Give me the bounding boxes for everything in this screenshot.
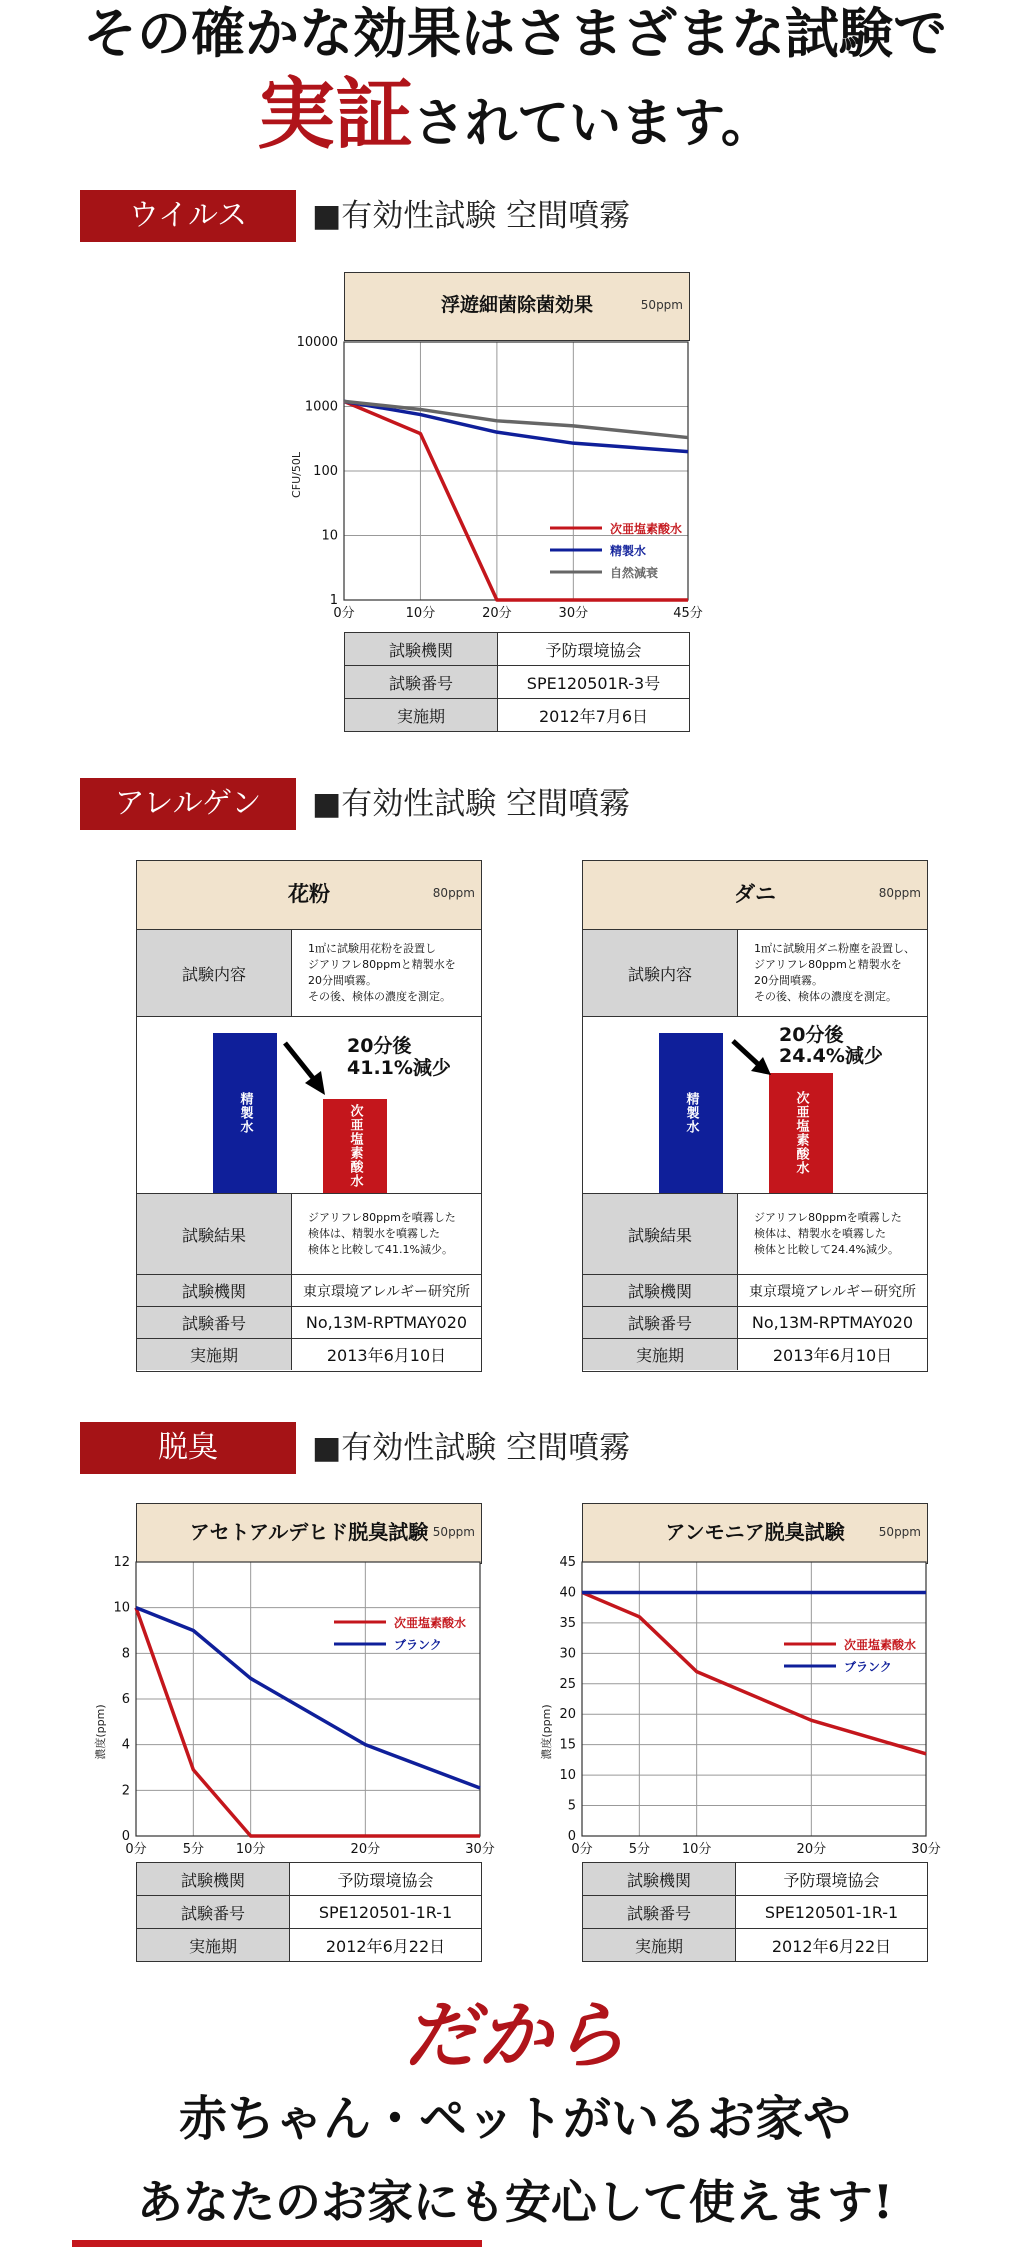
pollen-bar-area — [137, 1017, 481, 1194]
virus-info-key: 試験番号 — [345, 666, 498, 699]
mite-card-title: ダニ — [734, 882, 776, 906]
y-tick-label: 10 — [559, 1768, 576, 1784]
pollen-info-row — [137, 1275, 481, 1307]
ammonia-chart-ppm: 50ppm — [878, 1525, 921, 1539]
y-tick-label: 10000 — [296, 335, 338, 350]
acet-chart — [80, 1554, 500, 1864]
mite-after-label: 20分後 — [779, 1024, 844, 1046]
mite-result-row — [583, 1194, 927, 1275]
mite-bar-purified-label: 精製水 — [683, 1092, 699, 1134]
x-tick-label: 45分 — [673, 606, 703, 621]
y-tick-label: 1 — [329, 593, 338, 608]
acet-info-value: 2012年6月22日 — [290, 1929, 482, 1962]
x-tick-label: 0分 — [333, 606, 355, 621]
ammonia-chart — [526, 1554, 946, 1864]
virus-info-value: 2012年7月6日 — [498, 699, 690, 732]
mite-arrow-icon — [729, 1037, 775, 1079]
pollen-card-ppm: 80ppm — [432, 886, 475, 900]
y-tick-label: 10 — [321, 528, 338, 544]
pollen-info-value: 東京環境アレルギー研究所 — [302, 1283, 471, 1300]
y-tick-label: 12 — [113, 1555, 130, 1570]
y-tick-label: 20 — [559, 1707, 576, 1723]
x-tick-label: 10分 — [681, 1842, 712, 1857]
y-axis-label: CFU/50L — [290, 452, 303, 498]
headline-rest: されています。 — [413, 93, 773, 154]
closing-underline — [72, 2240, 482, 2247]
headline-line1: その確かな効果はさまざまな試験で — [83, 1, 947, 65]
acet-info-value: SPE120501-1R-1 — [290, 1896, 482, 1929]
legend-label: 次亜塩素酸水 — [610, 522, 683, 536]
x-tick-label: 5分 — [182, 1842, 204, 1857]
pollen-result-label: 試験結果 — [137, 1194, 292, 1274]
virus-info-table — [344, 632, 690, 732]
y-tick-label: 100 — [313, 464, 338, 479]
legend-label: 次亜塩素酸水 — [844, 1638, 917, 1652]
y-tick-label: 45 — [559, 1555, 576, 1570]
mite-content-line: 20分間噴霧。 — [754, 974, 823, 987]
y-tick-label: 35 — [559, 1615, 576, 1631]
x-tick-label: 10分 — [405, 606, 436, 621]
virus-info-key: 試験機関 — [345, 633, 498, 666]
pollen-info-row — [137, 1307, 481, 1339]
pollen-card-header — [137, 861, 481, 930]
mite-info-key: 試験機関 — [583, 1275, 738, 1306]
mite-result-label: 試験結果 — [583, 1194, 738, 1274]
virus-chart-title: 浮遊細菌除菌効果 — [440, 294, 593, 316]
mite-content-text — [738, 930, 927, 1016]
acet-info-table — [136, 1862, 482, 1962]
acet-info-row — [137, 1929, 482, 1962]
pollen-result-line: ジアリフレ80ppmを噴霧した — [308, 1211, 456, 1224]
ammonia-info-key: 試験機関 — [583, 1863, 736, 1896]
mite-result-text — [738, 1194, 927, 1274]
mite-info-row — [583, 1339, 927, 1370]
mite-bar-hypochlorous-label: 次亜塩素酸水 — [793, 1091, 809, 1175]
mite-info-value: 東京環境アレルギー研究所 — [748, 1283, 917, 1300]
virus-info-row — [345, 666, 690, 699]
legend-label: ブランク — [394, 1638, 442, 1652]
pollen-info-row — [137, 1339, 481, 1370]
y-tick-label: 25 — [559, 1676, 576, 1692]
pollen-bar-purified — [213, 1033, 277, 1193]
y-tick-label: 15 — [559, 1737, 576, 1753]
y-tick-label: 5 — [567, 1798, 576, 1814]
section-label-virus: ウイルス — [80, 190, 296, 242]
pollen-result-row — [137, 1194, 481, 1275]
pollen-content-line: その後、検体の濃度を測定。 — [308, 990, 451, 1003]
mite-bar-area — [583, 1017, 927, 1194]
pollen-info-value: 2013年6月10日 — [326, 1346, 447, 1365]
pollen-after-label: 20分後 — [347, 1035, 412, 1057]
closing-dakara: だから — [404, 1993, 626, 2079]
x-tick-label: 5分 — [628, 1842, 650, 1857]
mite-reduction-text — [779, 1025, 883, 1067]
mite-result-line: ジアリフレ80ppmを噴霧した — [754, 1211, 902, 1224]
virus-info-row — [345, 633, 690, 666]
y-tick-label: 6 — [121, 1692, 130, 1707]
pollen-result-text — [292, 1194, 481, 1274]
pollen-content-text — [292, 930, 481, 1016]
y-tick-label: 4 — [121, 1737, 130, 1753]
acet-info-value: 予防環境協会 — [290, 1863, 482, 1896]
section-label-allergen: アレルゲン — [80, 778, 296, 830]
x-tick-label: 20分 — [796, 1842, 827, 1857]
virus-info-value: SPE120501R-3号 — [498, 666, 690, 699]
pollen-info-key: 実施期 — [137, 1339, 292, 1370]
section-title-deodor: ■有効性試験 空間噴霧 — [312, 1430, 631, 1466]
y-axis-label: 濃度(ppm) — [94, 1704, 107, 1760]
pollen-result-line: 検体は、精製水を噴霧した — [308, 1227, 440, 1240]
x-tick-label: 30分 — [558, 606, 589, 621]
mite-bar-purified — [659, 1033, 723, 1193]
mite-info-row — [583, 1275, 927, 1307]
y-tick-label: 2 — [121, 1783, 130, 1799]
virus-info-row — [345, 699, 690, 732]
closing-line2: あなたのお家にも安心して使えます! — [136, 2175, 894, 2229]
mite-card-header — [583, 861, 927, 930]
mite-content-line: ジアリフレ80ppmと精製水を — [754, 958, 902, 971]
mite-content-line: その後、検体の濃度を測定。 — [754, 990, 897, 1003]
x-tick-label: 30分 — [465, 1842, 495, 1857]
pollen-bar-hypochlorous — [323, 1099, 387, 1193]
acet-info-row — [137, 1896, 482, 1929]
pollen-card — [136, 860, 482, 1372]
x-tick-label: 20分 — [482, 606, 512, 621]
x-tick-label: 10分 — [235, 1842, 266, 1857]
acet-chart-title: アセトアルデヒド脱臭試験 — [189, 1520, 429, 1544]
pollen-result-line: 検体と比較して41.1%減少。 — [308, 1243, 453, 1256]
y-tick-label: 40 — [559, 1585, 576, 1601]
acet-info-key: 試験機関 — [137, 1863, 290, 1896]
y-axis-label: 濃度(ppm) — [540, 1704, 553, 1760]
legend-label: 精製水 — [610, 544, 647, 558]
ammonia-info-row — [583, 1896, 928, 1929]
mite-bar-hypochlorous — [769, 1073, 833, 1193]
pollen-bar-purified-label: 精製水 — [237, 1092, 253, 1134]
pollen-arrow-icon — [281, 1039, 331, 1097]
pollen-info-key: 試験番号 — [137, 1307, 292, 1338]
pollen-reduction: 41.1%減少 — [347, 1057, 451, 1079]
pollen-content-line: 20分間噴霧。 — [308, 974, 377, 987]
pollen-bar-hypochlorous-label: 次亜塩素酸水 — [347, 1104, 363, 1188]
x-tick-label: 20分 — [350, 1842, 381, 1857]
acet-chart-ppm: 50ppm — [432, 1525, 475, 1539]
legend-label: 次亜塩素酸水 — [394, 1616, 467, 1630]
acet-info-key: 試験番号 — [137, 1896, 290, 1929]
pollen-info-value: No,13M-RPTMAY020 — [305, 1313, 468, 1332]
mite-info-value: 2013年6月10日 — [772, 1346, 893, 1365]
mite-card — [582, 860, 928, 1372]
virus-chart-ppm: 50ppm — [640, 298, 683, 312]
virus-info-value: 予防環境協会 — [498, 633, 690, 666]
mite-info-key: 試験番号 — [583, 1307, 738, 1338]
pollen-info-key: 試験機関 — [137, 1275, 292, 1306]
mite-content-label: 試験内容 — [583, 930, 738, 1016]
y-tick-label: 10 — [113, 1600, 130, 1616]
mite-result-line: 検体と比較して24.4%減少。 — [754, 1243, 899, 1256]
ammonia-info-table — [582, 1862, 928, 1962]
headline-line2 — [0, 69, 1030, 167]
pollen-card-title: 花粉 — [288, 882, 330, 906]
section-label-deodor: 脱臭 — [80, 1422, 296, 1474]
legend-label: ブランク — [844, 1660, 892, 1674]
section-title-allergen: ■有効性試験 空間噴霧 — [312, 786, 631, 822]
y-tick-label: 1000 — [304, 399, 338, 415]
virus-info-key: 実施期 — [345, 699, 498, 732]
y-tick-label: 0 — [567, 1829, 576, 1844]
pollen-content-row — [137, 930, 481, 1017]
mite-info-value: No,13M-RPTMAY020 — [751, 1313, 914, 1332]
ammonia-info-row — [583, 1929, 928, 1962]
plot-area — [582, 1562, 926, 1836]
acet-info-key: 実施期 — [137, 1929, 290, 1962]
y-tick-label: 8 — [121, 1646, 130, 1662]
closing-line1: 赤ちゃん・ペットがいるお家や — [178, 2091, 851, 2147]
x-tick-label: 0分 — [571, 1842, 593, 1857]
ammonia-info-key: 試験番号 — [583, 1896, 736, 1929]
ammonia-info-value: 予防環境協会 — [736, 1863, 928, 1896]
ammonia-info-value: 2012年6月22日 — [736, 1929, 928, 1962]
mite-content-row — [583, 930, 927, 1017]
mite-info-row — [583, 1307, 927, 1339]
mite-info-key: 実施期 — [583, 1339, 738, 1370]
pollen-reduction-text — [347, 1035, 451, 1079]
y-tick-label: 30 — [559, 1646, 576, 1662]
pollen-content-label: 試験内容 — [137, 930, 292, 1016]
ammonia-info-row — [583, 1863, 928, 1896]
headline-highlight: 実証 — [257, 69, 414, 160]
x-tick-label: 30分 — [911, 1842, 941, 1857]
acet-info-row — [137, 1863, 482, 1896]
section-title-virus: ■有効性試験 空間噴霧 — [312, 198, 631, 234]
ammonia-info-key: 実施期 — [583, 1929, 736, 1962]
x-tick-label: 0分 — [125, 1842, 147, 1857]
pollen-content-line: 1㎡に試験用花粉を設置し — [308, 942, 436, 955]
mite-content-line: 1㎡に試験用ダニ粉塵を設置し、 — [754, 942, 915, 955]
mite-card-ppm: 80ppm — [878, 886, 921, 900]
pollen-content-line: ジアリフレ80ppmと精製水を — [308, 958, 456, 971]
y-tick-label: 0 — [121, 1829, 130, 1844]
virus-chart — [280, 330, 720, 630]
ammonia-chart-title: アンモニア脱臭試験 — [665, 1520, 845, 1544]
mite-reduction: 24.4%減少 — [779, 1045, 883, 1067]
legend-label: 自然減衰 — [610, 566, 659, 580]
mite-result-line: 検体は、精製水を噴霧した — [754, 1227, 886, 1240]
ammonia-info-value: SPE120501-1R-1 — [736, 1896, 928, 1929]
